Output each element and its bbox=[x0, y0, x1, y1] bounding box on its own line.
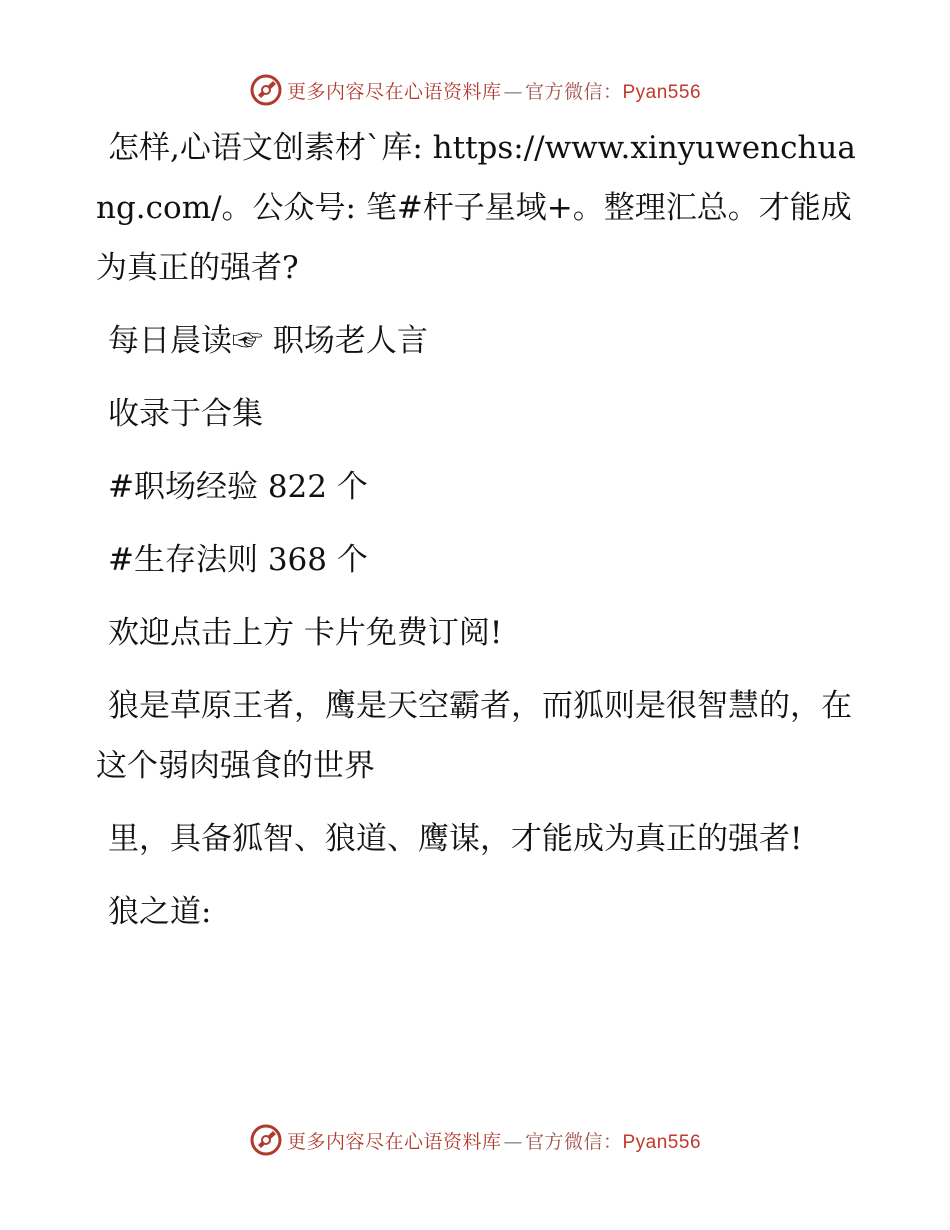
banner-title: 更多内容尽在心语资料库 bbox=[286, 80, 502, 103]
paragraph-collection: 收录于合集 bbox=[108, 396, 263, 432]
document-body bbox=[96, 118, 856, 955]
paragraph-wolf-eagle-fox: 狼是草原王者，鹰是天空霸者，而狐则是很智慧的，在这个弱肉强食的世界 bbox=[96, 688, 852, 784]
brand-logo-icon bbox=[249, 73, 283, 107]
banner-text bbox=[287, 77, 701, 104]
wechat-id: Pyan556 bbox=[622, 81, 702, 103]
wechat-id: Pyan556 bbox=[622, 1131, 702, 1153]
brand-logo-icon bbox=[249, 1123, 283, 1157]
paragraph-morning-reading: 每日晨读☞ 职场老人言 bbox=[108, 323, 428, 359]
paragraph-strong: 里，具备狐智、狼道、鹰谋，才能成为真正的强者! bbox=[108, 821, 803, 857]
wechat-label: 官方微信： bbox=[524, 80, 623, 103]
banner-separator: — bbox=[503, 1130, 523, 1153]
paragraph-intro: 怎样,心语文创素材`库: https://www.xinyuwenchuang.com/。公众号: 笔#杆子星域+。整理汇总。才能成为真正的强者? bbox=[96, 130, 856, 286]
header-watermark bbox=[0, 70, 950, 110]
banner-title: 更多内容尽在心语资料库 bbox=[286, 1130, 502, 1153]
paragraph-wolf-way: 狼之道: bbox=[108, 894, 212, 930]
wechat-label: 官方微信： bbox=[524, 1130, 623, 1153]
paragraph-tag-survival: #生存法则 368 个 bbox=[108, 542, 368, 578]
paragraph-subscribe: 欢迎点击上方 卡片免费订阅! bbox=[108, 615, 503, 651]
banner-separator: — bbox=[503, 80, 523, 103]
banner-text bbox=[287, 1127, 701, 1154]
paragraph-tag-workplace: #职场经验 822 个 bbox=[108, 469, 368, 505]
footer-watermark bbox=[0, 1120, 950, 1160]
